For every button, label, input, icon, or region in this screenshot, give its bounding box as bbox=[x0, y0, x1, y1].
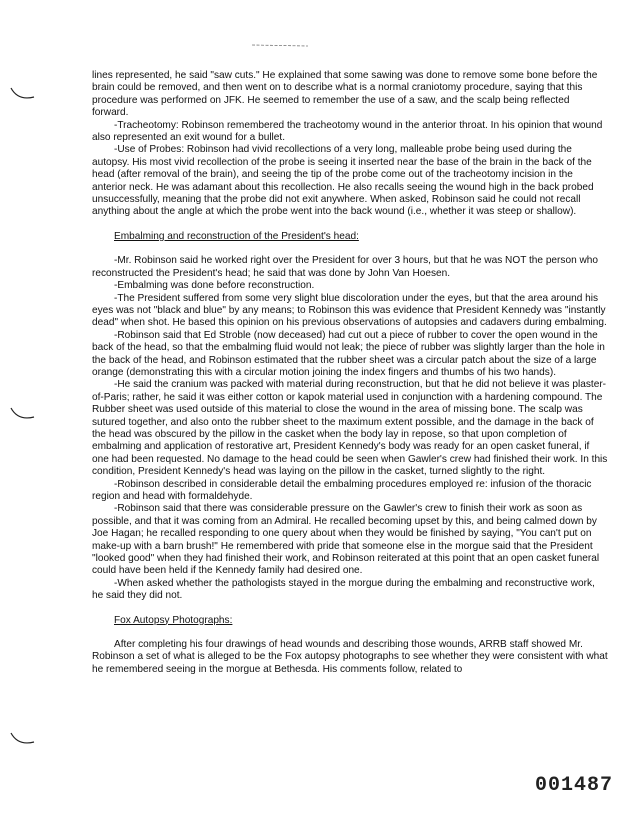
paragraph-discoloration: -The President suffered from some very slight blue discoloration under the eyes, but that the area around his eyes was not "black and blue" by any means; to Robinson this was evidence that President Kennedy was "instantly dead" when shot. He based this opinion on his previous observations of autopsies and cadavers during embalming. bbox=[92, 292, 607, 329]
document-number-stamp: 001487 bbox=[535, 774, 614, 797]
section-heading-embalming: Embalming and reconstruction of the President's head: bbox=[114, 230, 359, 242]
paragraph-fox-photos: After completing his four drawings of head wounds and describing those wounds, ARRB staff showed Mr. Robinson a set of what is alleged to be the Fox autopsy photographs to see whether they were consistent with what he remembered seeing in the morgue at Bethesda. His comments follow, related to bbox=[92, 639, 608, 675]
paragraph-rubber-patch: -Robinson said that Ed Stroble (now deceased) had cut out a piece of rubber to cover the open wound in the back of the head, so that the embalming fluid would not leak; the piece of rubber was slightly larger than the hole in the back of the head, and Robinson estimated that the rubber sheet was a circular patch about the size of a large orange (demonstrating this with a circular motion joining the index fingers and thumbs of his two hands). bbox=[92, 329, 605, 378]
paragraph-cranium-packing: -He said the cranium was packed with material during reconstruction, but that he did not believe it was plaster-of-Paris; rather, he said it was either cotton or kapok material used in conjunction with a hardening compound. The Rubber sheet was used outside of this material to close the wound in the area of missing bone. The scalp was sutured together, and also onto the rubber sheet to the maximum extent possible, and the damage in the back of the head was obscured by the pillow in the casket when the body lay in repose, so that upon completion of embalming and application of restorative art, President Kennedy's body was ready for an open casket funeral, if one had been requested. No damage to the head could be seen when Gawler's crew had finished their work. In this condition, President Kennedy's head was laying on the pillow in the casket, turned slightly to the right. bbox=[92, 379, 608, 478]
paragraph-embalming-hours: -Mr. Robinson said he worked right over the President for over 3 hours, but that he was NOT the person who reconstructed the President's head; he said that was done by John Van Hoesen. bbox=[92, 255, 599, 279]
paragraph-probes: -Use of Probes: Robinson had vivid recollections of a very long, malleable probe being used during the autopsy. His most vivid recollection of the probe is seeing it inserted near the base of the brain in the back of the head (after removal of the brain), and seeing the tip of the probe come out of the tracheotomy incision in the anterior neck. He was adamant about this recollection. He also recalls seeing the wound high in the back probed unsuccessfully, meaning that the probe did not exit anywhere. When asked, Robinson said he could not recall anything about the angle at which the probe went into the back wound (i.e., whether it was steep or shallow). bbox=[92, 144, 594, 218]
paragraph-embalming-order: -Embalming was done before reconstruction. bbox=[114, 280, 315, 292]
header-scribble bbox=[250, 40, 310, 50]
binder-hole-bottom bbox=[8, 730, 38, 750]
paragraph-tracheotomy: -Tracheotomy: Robinson remembered the tracheotomy wound in the anterior throat. In his opinion that wound also represented an exit wound for a bullet. bbox=[92, 119, 603, 144]
section-heading-fox-photos: Fox Autopsy Photographs: bbox=[114, 614, 233, 626]
paragraph-saw-cuts: lines represented, he said "saw cuts." He explained that some sawing was done to remove some bone before the brain could be removed, and then went on to describe what is a normal craniotomy procedure, saying that this procedure was performed on JFK. He seemed to remember the use of a saw, and the scalp being reflected forward. bbox=[92, 70, 598, 119]
binder-hole-top bbox=[8, 85, 38, 105]
paragraph-pressure: -Robinson said that there was considerable pressure on the Gawler's crew to finish their work as soon as possible, and that it was coming from an Admiral. He recalled becoming upset by this, and being calmed down by Joe Hagan; he recalled responding to one query about when they would be finished by saying, "You can't put on make-up with a barn brush!" He remembered with pride that someone else in the morgue said that the President "looked good" when they had finished their work, and Robinson reiterated at this point that an open casket funeral could have been held if the Kennedy family had desired one. bbox=[92, 503, 600, 577]
binder-hole-middle bbox=[8, 405, 38, 425]
document-body bbox=[92, 70, 608, 676]
paragraph-procedures: -Robinson described in considerable detail the embalming procedures employed re: infusion of the thoracic region and head with formaldehyde. bbox=[92, 478, 592, 502]
paragraph-pathologists: -When asked whether the pathologists stayed in the morgue during the embalming and reconstructive work, he said they did not. bbox=[92, 577, 595, 602]
